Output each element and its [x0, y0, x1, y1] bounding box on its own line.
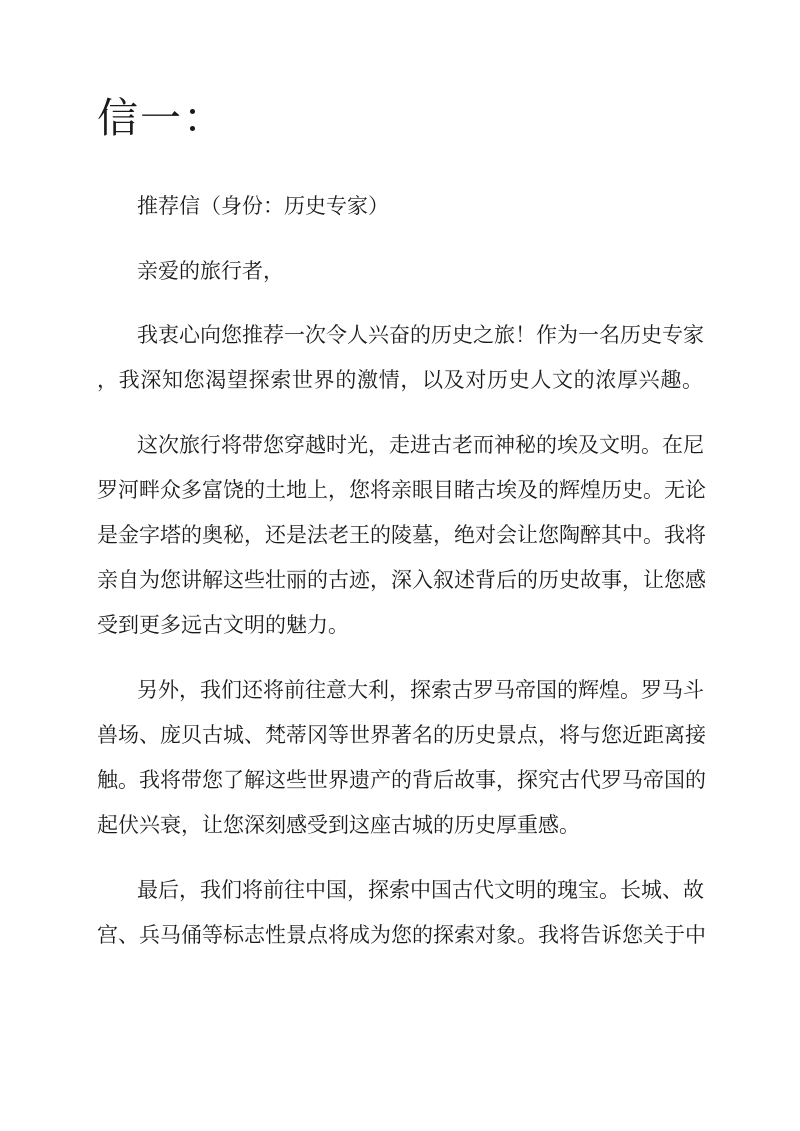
paragraph-2-line-4: 亲自为您讲解这些壮丽的古迹，深入叙述背后的历史故事，让您感 — [97, 568, 706, 592]
paragraph-3-line-3: 触。我将带您了解这些世界遗产的背后故事，探究古代罗马帝国的 — [97, 768, 706, 792]
letter-heading: 信一： — [97, 94, 226, 142]
paragraph-3-line-2: 兽场、庞贝古城、梵蒂冈等世界著名的历史景点，将与您近距离接 — [97, 723, 706, 747]
paragraph-4-line-1: 最后，我们将前往中国，探索中国古代文明的瑰宝。长城、故 — [137, 878, 704, 902]
paragraph-4-line-2: 宫、兵马俑等标志性景点将成为您的探索对象。我将告诉您关于中 — [97, 923, 706, 947]
paragraph-2-line-3: 是金字塔的奥秘，还是法老王的陵墓，绝对会让您陶醉其中。我将 — [97, 523, 706, 547]
paragraph-1-line-2: ，我深知您渴望探索世界的激情，以及对历史人文的浓厚兴趣。 — [97, 368, 703, 392]
paragraph-1-line-1: 我衷心向您推荐一次令人兴奋的历史之旅！作为一名历史专家 — [137, 323, 704, 347]
paragraph-3-line-1: 另外，我们还将前往意大利，探索古罗马帝国的辉煌。罗马斗 — [137, 678, 704, 702]
letter-subtitle: 推荐信（身份：历史专家） — [137, 194, 389, 218]
paragraph-2-line-5: 受到更多远古文明的魅力。 — [97, 613, 349, 637]
paragraph-2-line-2: 罗河畔众多富饶的土地上，您将亲眼目睹古埃及的辉煌历史。无论 — [97, 478, 706, 502]
paragraph-3-line-4: 起伏兴衰，让您深刻感受到这座古城的历史厚重感。 — [97, 813, 580, 837]
letter-salutation: 亲爱的旅行者， — [137, 259, 284, 283]
paragraph-2-line-1: 这次旅行将带您穿越时光，走进古老而神秘的埃及文明。在尼 — [137, 433, 704, 457]
